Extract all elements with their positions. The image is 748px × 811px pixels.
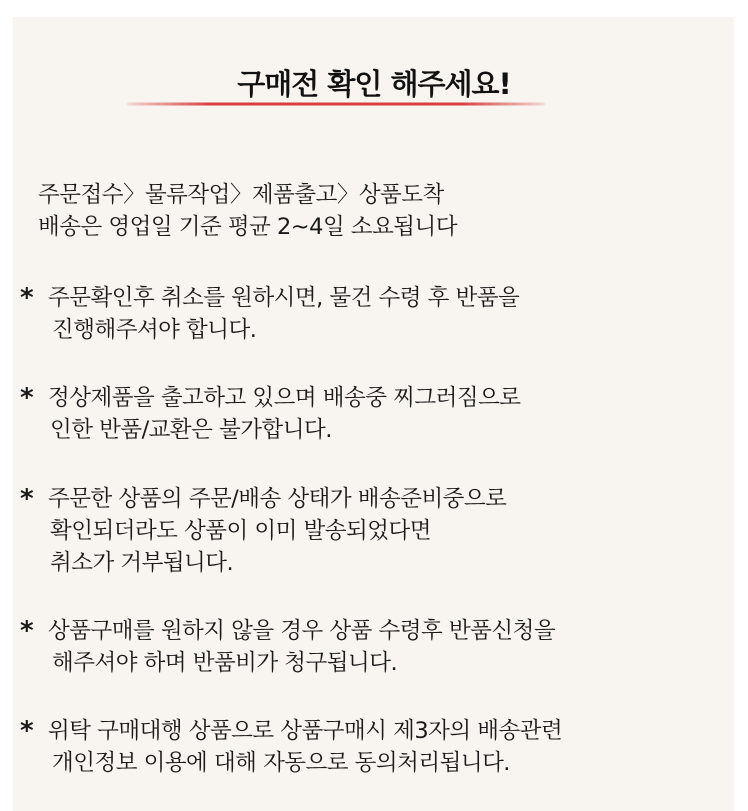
asterisk-bullet: *: [20, 716, 34, 746]
note-line: 취소가 거부됩니다.: [50, 550, 234, 576]
process-steps: 주문접수〉물류작업〉제품출고〉상품도착: [38, 182, 444, 208]
asterisk-bullet: *: [20, 283, 34, 313]
note-line: 개인정보 이용에 대해 자동으로 동의처리됩니다.: [52, 750, 510, 776]
note-line: 상품구매를 원하지 않을 경우 상품 수령후 반품신청을: [48, 618, 556, 644]
page-title: 구매전 확인 해주세요!: [237, 67, 511, 101]
note-return: [20, 615, 555, 679]
asterisk-bullet: *: [20, 616, 34, 646]
note-line: 주문확인후 취소를 원하시면, 물건 수령 후 반품을: [48, 285, 520, 311]
note-cancel: [20, 282, 519, 346]
note-privacy: [20, 715, 562, 779]
note-line: 해주셔야 하며 반품비가 청구됩니다.: [52, 650, 398, 676]
note-line: 정상제품을 출고하고 있으며 배송중 찌그러짐으로: [48, 385, 521, 411]
note-line: 확인되더라도 상품이 이미 발송되었다면: [50, 518, 431, 544]
note-damage: [20, 382, 521, 446]
note-line: 위탁 구매대행 상품으로 상품구매시 제3자의 배송관련: [48, 718, 563, 744]
asterisk-bullet: *: [20, 484, 34, 514]
title-underline: [127, 102, 545, 106]
delivery-info: [30, 179, 457, 243]
delivery-time: 배송은 영업일 기준 평균 2~4일 소요됩니다: [38, 214, 458, 240]
note-line: 주문한 상품의 주문/배송 상태가 배송준비중으로: [48, 486, 507, 512]
asterisk-bullet: *: [20, 383, 34, 413]
note-line: 진행해주셔야 합니다.: [52, 317, 257, 343]
note-line: 인한 반품/교환은 불가합니다.: [50, 417, 332, 443]
note-shipping-status: [20, 483, 506, 579]
